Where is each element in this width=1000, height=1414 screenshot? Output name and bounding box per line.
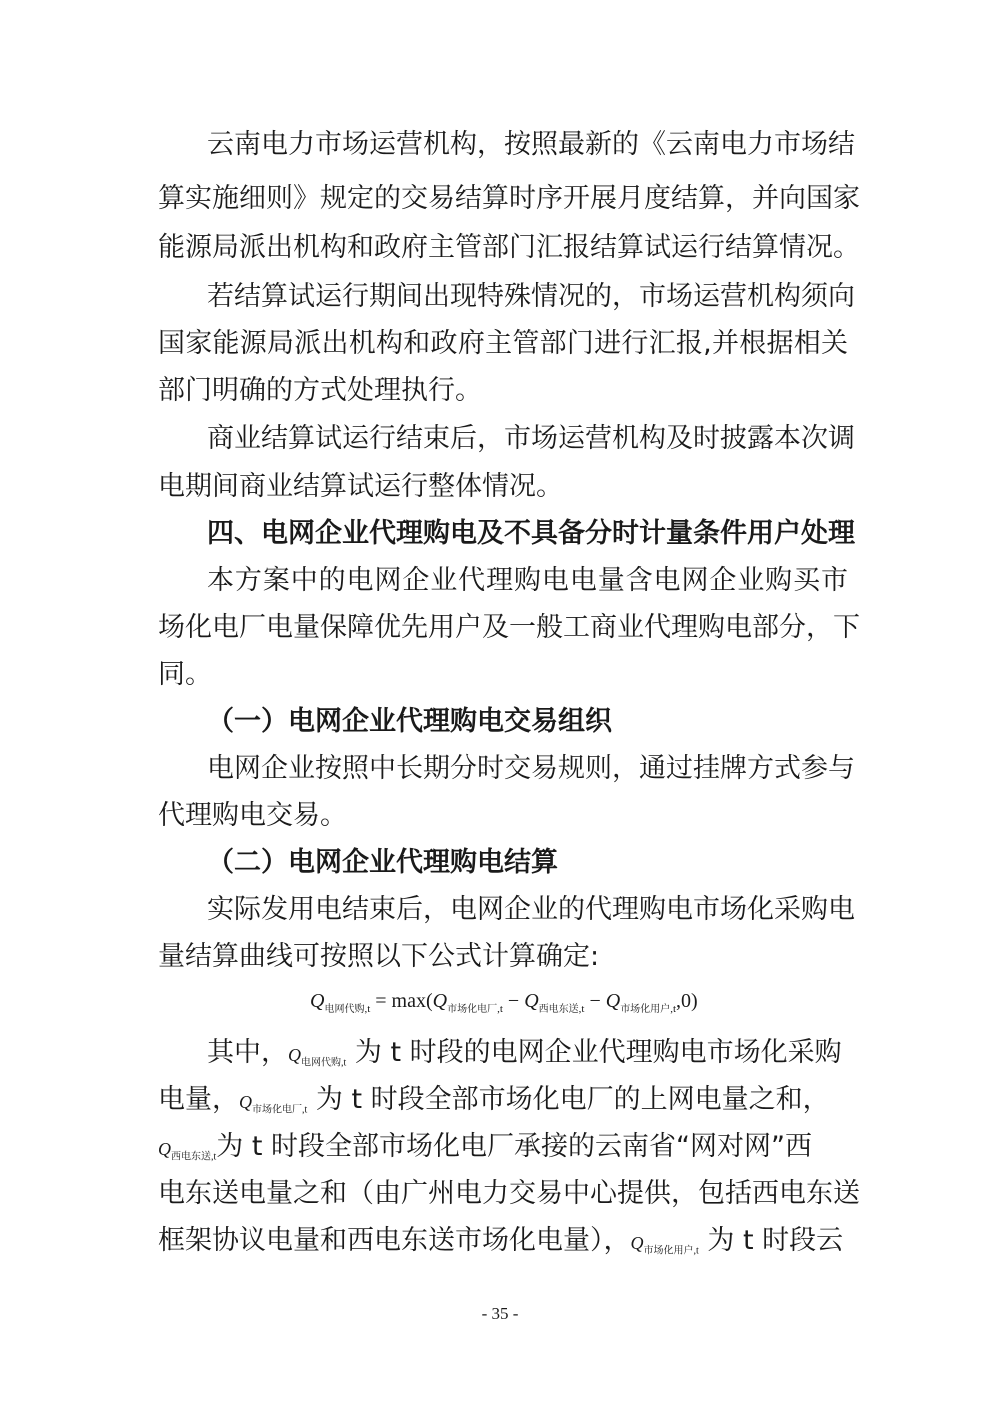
settlement-formula: $Q_{电网代购,t} = \max(Q_{市场化电厂,t} - Q_{西电东送,t} - Q_{市场化用户,t},0)$	[310, 990, 698, 1015]
page-number: - 35 -	[481, 1304, 519, 1323]
paragraph-line: 国家能源局派出机构和政府主管部门进行汇报,并根据相关	[158, 328, 848, 359]
paragraph-line: 电量，$Q_{市场化电厂,t}$ 为 t 时段全部市场化电厂的上网电量之和，	[158, 1084, 830, 1116]
paragraph-line: 电网企业按照中长期分时交易规则，通过挂牌方式参与	[207, 753, 855, 784]
paragraph-line: 商业结算试运行结束后，市场运营机构及时披露本次调	[207, 423, 855, 454]
paragraph-line: 本方案中的电网企业代理购电电量含电网企业购买市	[207, 565, 848, 596]
paragraph-line: 实际发用电结束后，电网企业的代理购电市场化采购电	[207, 894, 855, 925]
paragraph-line: 代理购电交易。	[158, 800, 347, 831]
paragraph-line: 框架协议电量和西电东送市场化电量），$Q_{市场化用户,t}$ 为 t 时段云	[158, 1225, 844, 1257]
paragraph-line: 算实施细则》规定的交易结算时序开展月度结算，并向国家	[158, 183, 860, 214]
paragraph-line: 电期间商业结算试运行整体情况。	[158, 471, 563, 502]
subsection-heading: （二）电网企业代理购电结算	[207, 847, 558, 878]
paragraph-line: 部门明确的方式处理执行。	[158, 375, 482, 406]
section-heading: 四、电网企业代理购电及不具备分时计量条件用户处理	[207, 518, 855, 549]
paragraph-line: 同。	[158, 659, 212, 690]
paragraph-line: 能源局派出机构和政府主管部门汇报结算试运行结算情况。	[158, 232, 860, 263]
paragraph-line: 若结算试运行期间出现特殊情况的，市场运营机构须向	[207, 281, 855, 312]
paragraph-line: $Q_{西电东送,t}$为 t 时段全部市场化电厂承接的云南省“网对网”西	[158, 1131, 813, 1163]
paragraph-line: 其中，$Q_{电网代购,t}$ 为 t 时段的电网企业代理购电市场化采购	[207, 1037, 842, 1069]
paragraph-line: 电东送电量之和（由广州电力交易中心提供，包括西电东送	[158, 1178, 860, 1209]
paragraph-line: 云南电力市场运营机构，按照最新的《云南电力市场结	[207, 129, 855, 160]
paragraph-line: 场化电厂电量保障优先用户及一般工商业代理购电部分，下	[158, 612, 860, 643]
subsection-heading: （一）电网企业代理购电交易组织	[207, 706, 612, 737]
paragraph-line: 量结算曲线可按照以下公式计算确定:	[158, 941, 600, 972]
